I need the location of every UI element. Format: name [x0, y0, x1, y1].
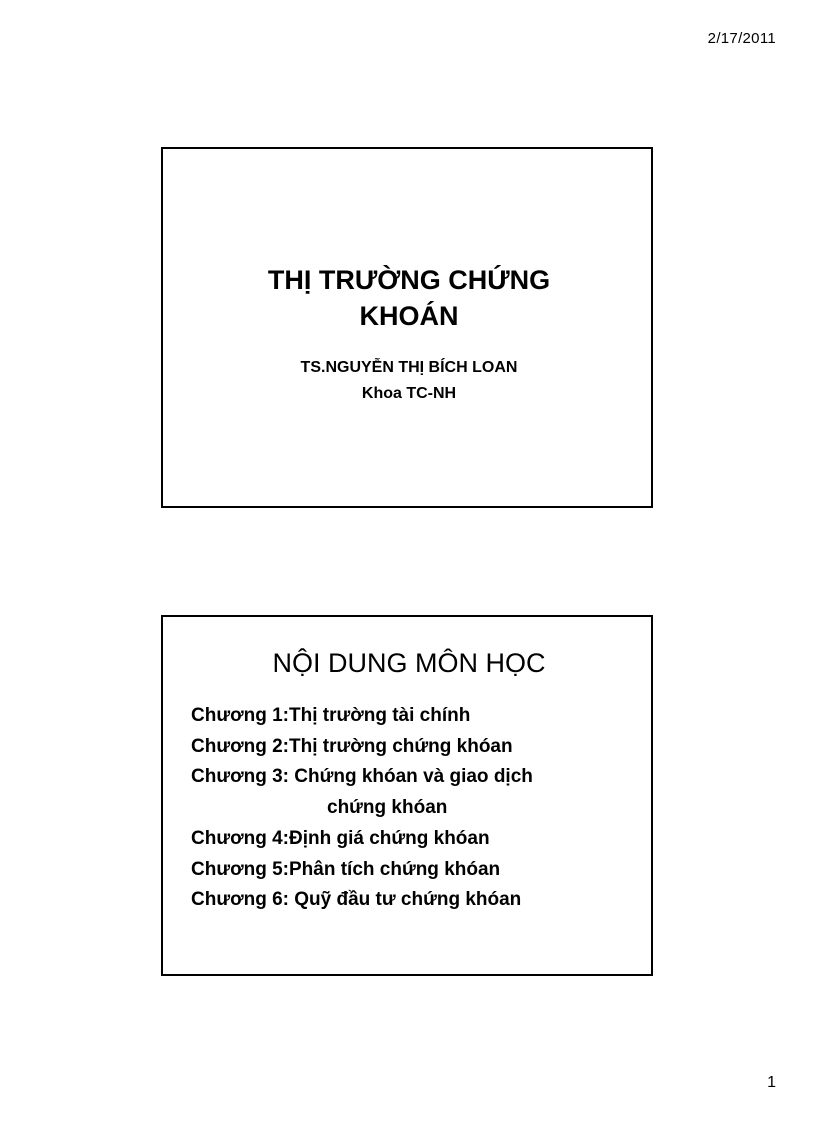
page-date: 2/17/2011	[707, 30, 776, 47]
chapter-list	[191, 701, 533, 916]
contents-slide	[161, 615, 653, 976]
chapter-item: Chương 5:Phân tích chứng khóan	[191, 858, 501, 880]
chapter-item: Chương 4:Định giá chứng khóan	[191, 827, 490, 849]
chapter-item: Chương 1:Thị trường tài chính	[191, 705, 471, 726]
course-title-line-2: KHOÁN	[359, 301, 459, 331]
title-slide	[161, 147, 653, 508]
page-number: 1	[767, 1074, 776, 1091]
department-name: Khoa TC-NH	[361, 385, 457, 402]
chapter-item: Chương 6: Quỹ đầu tư chứng khóan	[191, 889, 522, 911]
chapter-item-label: Chương 3: Chứng khóan và giao dịch	[191, 766, 533, 788]
chapter-item-3	[191, 762, 533, 823]
course-title-line-1: THỊ TRƯỜNG CHỨNG	[267, 265, 551, 295]
chapter-item-continuation: chứng khóan	[327, 797, 448, 819]
chapter-item: Chương 2:Thị trường chứng khóan	[191, 735, 513, 757]
contents-heading: NỘI DUNG MÔN HỌC	[272, 648, 546, 678]
course-title	[163, 262, 651, 334]
author-block	[163, 355, 651, 407]
author-name: TS.NGUYỄN THỊ BÍCH LOAN	[300, 359, 518, 376]
